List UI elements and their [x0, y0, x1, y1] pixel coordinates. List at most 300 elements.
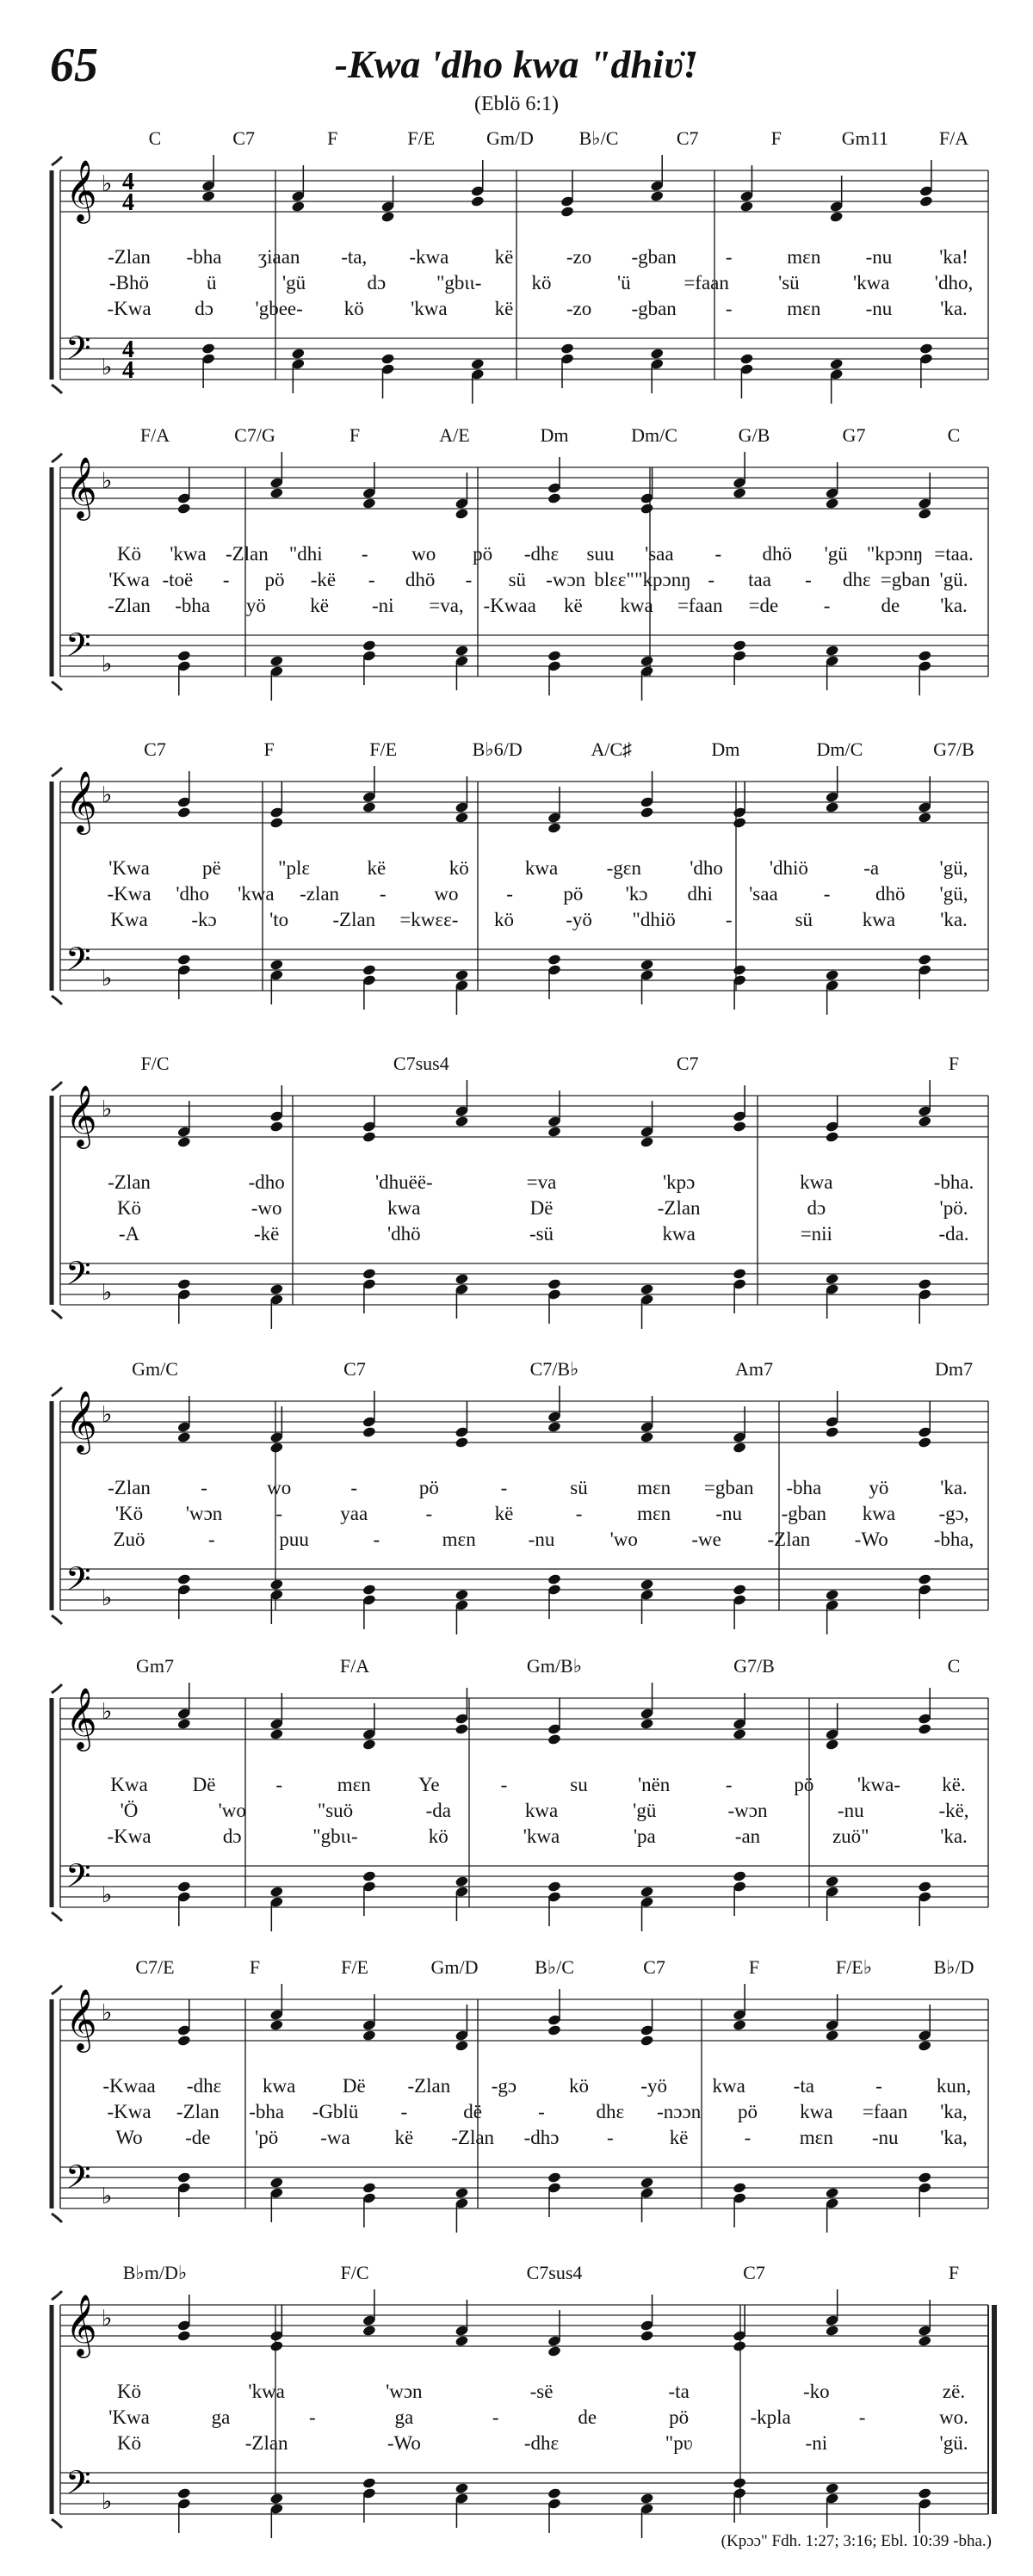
lyric-syllable: sü	[570, 1477, 588, 1498]
bass-note	[269, 1886, 284, 1898]
lyric-syllable: 'saa	[749, 883, 778, 905]
chord-symbol: Dm/C	[631, 424, 677, 446]
bass-note	[825, 2187, 839, 2199]
lyric-syllable: Kwa	[110, 909, 148, 930]
treble-note	[918, 508, 932, 520]
treble-note	[733, 2340, 747, 2352]
treble-note	[269, 1121, 284, 1133]
chord-row	[0, 1046, 1033, 1080]
bass-note	[455, 2187, 469, 2199]
key-signature-flat: ♭	[102, 782, 113, 807]
treble-note	[547, 2345, 562, 2357]
lyric-line-verse-2	[0, 272, 1033, 298]
treble-note	[362, 497, 377, 510]
lyric-syllable: -bha	[175, 595, 211, 616]
lyric-syllable: 'ka,	[940, 2101, 968, 2122]
chord-symbol: B♭m/D♭	[122, 2262, 188, 2283]
chord-symbol: F	[748, 1956, 760, 1978]
lyric-line-verse-1	[0, 246, 1033, 272]
lyric-syllable: -Zlan	[225, 543, 269, 565]
lyric-syllable: Kwa	[110, 1774, 148, 1795]
lyric-syllable: -gɛn	[606, 857, 641, 879]
lyric-syllable: 'gü	[633, 1800, 657, 1821]
lyric-syllable: =gban	[880, 569, 931, 590]
lyric-syllable: 'Ö	[120, 1800, 139, 1821]
chord-symbol: Gm/D	[430, 1956, 479, 1978]
key-signature-flat: ♭	[102, 652, 113, 676]
bracket-top	[52, 1387, 62, 1396]
bass-note	[640, 1886, 654, 1898]
treble-clef: 𝄞	[65, 1084, 97, 1146]
lyric-syllable: Kö	[116, 2381, 142, 2402]
lyric-line-verse-2	[0, 883, 1033, 909]
lyric-syllable: -ni	[371, 595, 394, 616]
chord-symbol: Dm7	[935, 1358, 973, 1380]
bass-note	[269, 2177, 284, 2189]
lyric-line-verse-2	[0, 2406, 1033, 2432]
treble-note	[918, 2040, 932, 2052]
chord-symbol: Dm	[540, 424, 569, 446]
treble-note	[918, 1115, 932, 1127]
treble-note	[547, 1733, 562, 1745]
bass-note	[547, 1881, 562, 1893]
lyric-syllable: "plɛ	[278, 857, 311, 879]
lyric-syllable: -nɔɔn	[657, 2101, 702, 2122]
lyric-syllable: =va,	[429, 595, 464, 616]
treble-note	[176, 503, 191, 515]
lyric-syllable: 'dhiö	[769, 857, 808, 879]
lyric-syllable: kë	[563, 595, 583, 616]
chord-symbol: C7	[144, 738, 166, 760]
treble-note	[919, 195, 934, 207]
treble-clef: 𝄞	[65, 1389, 97, 1452]
music-system	[0, 1351, 1033, 1652]
lyric-line-verse-2	[0, 2101, 1033, 2127]
lyric-syllable: -së	[529, 2381, 554, 2402]
lyric-syllable: =de	[748, 595, 779, 616]
lyric-syllable: mɛn	[787, 298, 821, 319]
treble-note	[825, 1739, 839, 1751]
chord-row	[0, 120, 1033, 155]
lyric-syllable: -Zlan	[657, 1197, 701, 1219]
lyric-syllable: "pʋ	[665, 2432, 693, 2454]
lyric-syllable: dë	[463, 2101, 483, 2122]
lyric-syllable: -	[858, 2406, 866, 2428]
bass-note	[291, 348, 306, 360]
lyric-line-verse-1	[0, 857, 1033, 883]
bass-note	[640, 1578, 654, 1591]
lyric-syllable: -ta	[668, 2381, 690, 2402]
lyric-syllable: -da	[425, 1800, 451, 1821]
lyric-syllable: -ta	[793, 2075, 814, 2097]
lyric-syllable: kë	[494, 246, 514, 268]
bracket-top	[52, 454, 62, 462]
lyric-syllable: -	[805, 569, 812, 590]
treble-note	[650, 190, 665, 202]
treble-note	[547, 822, 562, 834]
chord-row	[0, 2255, 1033, 2289]
lyric-syllable: pö	[264, 569, 285, 590]
bass-note	[640, 2493, 654, 2505]
lyric-syllable: -	[744, 2127, 752, 2148]
lyric-syllable: blɛɛ"	[594, 569, 634, 590]
lyric-syllable: -Bhö	[109, 272, 149, 293]
lyric-line-verse-2	[0, 1503, 1033, 1529]
lyric-syllable: -	[538, 2101, 545, 2122]
lyric-syllable: -dhɔ	[523, 2127, 560, 2148]
bass-time-signature-top: 4	[122, 337, 134, 363]
lyric-syllable: -gɔ	[491, 2075, 517, 2097]
treble-note	[269, 487, 284, 499]
bass-note	[829, 358, 844, 370]
bass-clef: 𝄢	[65, 329, 91, 375]
lyric-syllable: dɔ	[195, 298, 213, 319]
lyric-syllable: -	[275, 1503, 283, 1524]
lyric-syllable: 'pa	[633, 1825, 656, 1847]
lyric-syllable: -yö	[640, 2075, 667, 2097]
lyric-syllable: 'kwa	[852, 272, 890, 293]
lyric-syllable: Wo	[115, 2127, 143, 2148]
bracket-bottom	[52, 682, 62, 690]
bass-note	[176, 650, 191, 662]
lyric-syllable: pö	[669, 2406, 690, 2428]
chord-symbol: C7	[676, 127, 699, 149]
treble-note	[733, 1442, 747, 1454]
lyric-syllable: kwa	[662, 1223, 696, 1245]
lyric-line-verse-1	[0, 1774, 1033, 1800]
bass-note	[362, 1584, 377, 1596]
bass-note	[918, 1881, 932, 1893]
hymn-title: -Kwa 'dho kwa "dhiʋ̈!	[334, 42, 699, 86]
treble-note	[362, 2029, 377, 2042]
bass-note	[640, 1283, 654, 1295]
lyric-syllable: 'dhö	[387, 1223, 421, 1245]
lyric-line-verse-1	[0, 543, 1033, 569]
bass-note	[918, 650, 932, 662]
treble-note	[455, 812, 469, 824]
chord-symbol: F	[327, 127, 338, 149]
bracket-bottom	[52, 385, 62, 393]
lyric-syllable: pö	[738, 2101, 758, 2122]
lyric-syllable: 'ka!	[939, 246, 968, 268]
lyric-line-verse-3	[0, 2432, 1033, 2458]
chord-symbol: A/E	[439, 424, 470, 446]
treble-note	[176, 2330, 191, 2342]
lyric-syllable: -Zlan	[407, 2075, 451, 2097]
lyric-syllable: kwa	[387, 1197, 421, 1219]
lyric-syllable: -	[823, 595, 831, 616]
lyric-syllable: kë	[494, 1503, 514, 1524]
lyric-syllable: -	[373, 1529, 380, 1550]
lyric-line-verse-2	[0, 569, 1033, 595]
music-system	[0, 1949, 1033, 2251]
lyric-syllable: dhö	[405, 569, 436, 590]
treble-time-signature-top: 4	[122, 169, 134, 195]
lyric-syllable: yö	[869, 1477, 889, 1498]
bass-note	[455, 1875, 469, 1887]
lyric-syllable: -Gblü	[312, 2101, 359, 2122]
lyric-syllable: "kpɔnŋ	[634, 569, 691, 590]
treble-note	[269, 1442, 284, 1454]
chord-symbol: F/A	[339, 1655, 370, 1677]
footer-reference: (Kpɔɔ" Fdh. 1:27; 3:16; Ebl. 10:39 -bha.)	[721, 2532, 992, 2550]
lyric-syllable: 'Kwa	[108, 2406, 150, 2428]
lyric-syllable: kë	[494, 298, 514, 319]
lyric-syllable: ga	[394, 2406, 414, 2428]
lyric-syllable: 'dho,	[934, 272, 974, 293]
lyric-syllable: -gban	[631, 246, 677, 268]
lyric-syllable: -	[275, 1774, 283, 1795]
bass-note	[547, 2487, 562, 2499]
lyric-syllable: kë.	[942, 1774, 966, 1795]
bass-clef: 𝄢	[65, 2158, 91, 2204]
chord-symbol: Gm/C	[132, 1358, 178, 1380]
lyric-syllable: sü	[508, 569, 527, 590]
lyric-syllable: kwa	[524, 857, 559, 879]
bass-note	[825, 1273, 839, 1285]
bass-clef: 𝄢	[65, 1560, 91, 1606]
lyric-syllable: -	[500, 1477, 508, 1498]
lyric-syllable: -yö	[566, 909, 592, 930]
lyric-syllable: -zo	[566, 246, 592, 268]
lyric-syllable: yaa	[340, 1503, 368, 1524]
lyric-syllable: -kpla	[750, 2406, 791, 2428]
music-system	[0, 1648, 1033, 1949]
bass-note	[739, 353, 754, 365]
bass-note	[362, 2477, 377, 2489]
lyric-syllable: Kö	[116, 2432, 142, 2454]
lyric-syllable: 'gü,	[939, 857, 968, 879]
lyric-syllable: ga	[211, 2406, 231, 2428]
bass-note	[733, 1584, 747, 1596]
lyric-syllable: kö	[343, 298, 364, 319]
bass-note	[918, 2171, 932, 2184]
lyric-syllable: "gbɩɩ-	[312, 1825, 358, 1847]
lyric-syllable: dɔ	[807, 1197, 826, 1219]
bass-note	[733, 1268, 747, 1280]
lyric-line-verse-1	[0, 1477, 1033, 1503]
lyric-syllable: kwa	[862, 909, 896, 930]
lyric-syllable: -gɔ,	[938, 1503, 969, 1524]
chord-symbol: Dm	[711, 738, 740, 760]
bass-note	[176, 2171, 191, 2184]
bass-note	[176, 1881, 191, 1893]
music-system	[0, 417, 1033, 719]
key-signature-flat: ♭	[102, 966, 113, 991]
treble-note	[455, 1436, 469, 1449]
chord-symbol: Gm11	[841, 127, 888, 149]
lyric-syllable: -dho	[248, 1171, 285, 1193]
lyric-syllable: =faan	[862, 2101, 908, 2122]
treble-note	[739, 201, 754, 213]
chord-symbol: Gm/B♭	[526, 1655, 583, 1677]
chord-symbol: G7/B	[933, 738, 974, 760]
lyric-line-verse-3	[0, 1825, 1033, 1851]
bass-note	[919, 343, 934, 355]
lyric-syllable: 'to	[269, 909, 289, 930]
lyric-syllable: Kö	[116, 543, 142, 565]
bracket-bottom	[52, 1615, 62, 1624]
chord-symbol: Gm7	[136, 1655, 174, 1677]
bass-clef: 𝄢	[65, 940, 91, 986]
bracket-top	[52, 2291, 62, 2300]
bass-note	[455, 969, 469, 981]
music-system	[0, 1046, 1033, 1347]
bass-note	[547, 650, 562, 662]
treble-note	[269, 2019, 284, 2031]
lyric-syllable: kwa	[712, 2075, 745, 2097]
treble-note	[455, 2040, 469, 2052]
lyric-syllable: dhö	[762, 543, 792, 565]
lyric-syllable: -	[725, 1774, 733, 1795]
lyric-syllable: -Kwa	[107, 883, 152, 905]
chord-symbol: C	[947, 1655, 961, 1677]
lyric-syllable: 'kɔ	[625, 883, 648, 905]
treble-note	[918, 1723, 932, 1735]
lyric-syllable: -nu	[715, 1503, 743, 1524]
treble-note	[829, 211, 844, 223]
chord-symbol: C7/B♭	[529, 1358, 579, 1380]
lyric-syllable: dɔ	[222, 1825, 242, 1847]
chord-symbol: C7	[343, 1358, 366, 1380]
lyric-syllable: kwa	[800, 1171, 833, 1193]
lyric-syllable: -	[606, 2127, 614, 2148]
treble-note	[640, 2330, 654, 2342]
treble-note	[291, 201, 306, 213]
lyric-syllable: "gbɩɩ-	[436, 272, 482, 293]
lyric-syllable: -	[500, 1774, 508, 1795]
treble-note	[362, 801, 377, 813]
treble-note	[269, 1728, 284, 1740]
lyric-line-verse-1	[0, 2075, 1033, 2101]
bass-note	[176, 2487, 191, 2499]
chord-symbol: F	[249, 1956, 261, 1978]
chord-symbol: F/E	[407, 127, 436, 149]
lyric-syllable: ü	[207, 272, 217, 293]
treble-clef: 𝄞	[65, 1987, 97, 2050]
treble-note	[640, 1718, 654, 1730]
lyric-line-verse-3	[0, 909, 1033, 935]
hymn-number: 65	[50, 39, 98, 92]
treble-clef: 𝄞	[65, 769, 97, 832]
lyric-syllable: -Zlan	[108, 595, 151, 616]
chord-symbol: F	[263, 738, 275, 760]
lyric-syllable: -toë	[162, 569, 194, 590]
chord-symbol: C7	[743, 2262, 765, 2283]
lyric-syllable: dɔ	[367, 272, 387, 293]
bass-note	[362, 2182, 377, 2194]
treble-note	[640, 503, 654, 515]
lyric-syllable: -we	[691, 1529, 721, 1550]
chord-symbol: C7sus4	[526, 2262, 583, 2283]
bass-note	[733, 964, 747, 976]
lyric-syllable: -Kwaa	[483, 595, 536, 616]
treble-clef: 𝄞	[65, 2293, 97, 2356]
treble-note	[825, 801, 839, 813]
lyric-syllable: wo	[411, 543, 436, 565]
lyric-syllable: 'Kö	[114, 1503, 144, 1524]
treble-clef: 𝄞	[65, 1686, 97, 1749]
chord-symbol: Am7	[735, 1358, 773, 1380]
bass-note	[733, 639, 747, 652]
chord-row	[0, 1949, 1033, 1984]
chord-symbol: C7/E	[135, 1956, 175, 1978]
bass-note	[918, 2487, 932, 2499]
treble-note	[380, 211, 395, 223]
lyric-syllable: de	[881, 595, 900, 616]
treble-note	[733, 817, 747, 829]
lyric-syllable: 'sü	[778, 272, 800, 293]
chord-symbol: B♭6/D	[472, 738, 523, 760]
lyric-syllable: -nu	[528, 1529, 555, 1550]
bass-note	[547, 1278, 562, 1290]
lyric-syllable: 'Kwa	[108, 569, 150, 590]
key-signature-flat: ♭	[102, 1280, 113, 1305]
lyric-syllable: -kë	[310, 569, 337, 590]
chord-row	[0, 732, 1033, 766]
chord-symbol: Dm/C	[816, 738, 863, 760]
chord-symbol: B♭/C	[535, 1956, 574, 1978]
lyric-syllable: -Wo	[854, 1529, 888, 1550]
bass-note	[269, 1578, 284, 1591]
bass-clef: 𝄢	[65, 2463, 91, 2510]
lyric-syllable: "dhi	[288, 543, 323, 565]
treble-note	[733, 1121, 747, 1133]
treble-clef: 𝄞	[65, 158, 97, 221]
lyric-syllable: 'dho	[176, 883, 210, 905]
bass-note	[455, 645, 469, 657]
lyric-syllable: -	[425, 1503, 433, 1524]
chord-symbol: G7	[842, 424, 866, 446]
lyric-syllable: 'wo	[609, 1529, 638, 1550]
lyric-syllable: kwa	[524, 1800, 559, 1821]
lyric-syllable: -nu	[865, 298, 893, 319]
treble-note	[733, 487, 747, 499]
treble-note	[362, 2325, 377, 2337]
lyric-syllable: 'ka.	[940, 298, 968, 319]
treble-note	[547, 2024, 562, 2036]
lyric-syllable: -Zlan	[108, 246, 151, 268]
lyric-syllable: -	[465, 569, 473, 590]
lyric-syllable: -nu	[837, 1800, 864, 1821]
lyric-syllable: 'ka,	[940, 2127, 968, 2148]
bass-note	[825, 1875, 839, 1887]
lyric-syllable: -Zlan	[108, 1171, 151, 1193]
lyric-syllable: 'kwa	[248, 2381, 285, 2402]
lyric-syllable: ʒiaan	[257, 246, 300, 268]
bass-note	[201, 343, 216, 355]
lyric-syllable: taa	[748, 569, 771, 590]
bracket-top	[52, 768, 62, 776]
lyric-syllable: -a	[863, 857, 880, 879]
lyric-syllable: -	[708, 569, 715, 590]
chord-row	[0, 1351, 1033, 1386]
lyric-syllable: 'wo	[218, 1800, 246, 1821]
lyric-syllable: dhi	[687, 883, 713, 905]
lyric-syllable: -Zlan	[244, 2432, 288, 2454]
treble-note	[825, 1131, 839, 1143]
lyric-syllable: -	[309, 2406, 316, 2428]
lyric-syllable: -	[207, 1529, 215, 1550]
bass-clef: 𝄢	[65, 626, 91, 672]
lyric-syllable: -kwa	[409, 246, 449, 268]
lyric-syllable: mɛn	[337, 1774, 371, 1795]
treble-note	[455, 1115, 469, 1127]
lyric-syllable: zuö"	[832, 1825, 869, 1847]
bracket-top	[52, 1082, 62, 1090]
lyric-syllable: su	[570, 1774, 588, 1795]
key-signature-flat: ♭	[102, 1096, 113, 1121]
